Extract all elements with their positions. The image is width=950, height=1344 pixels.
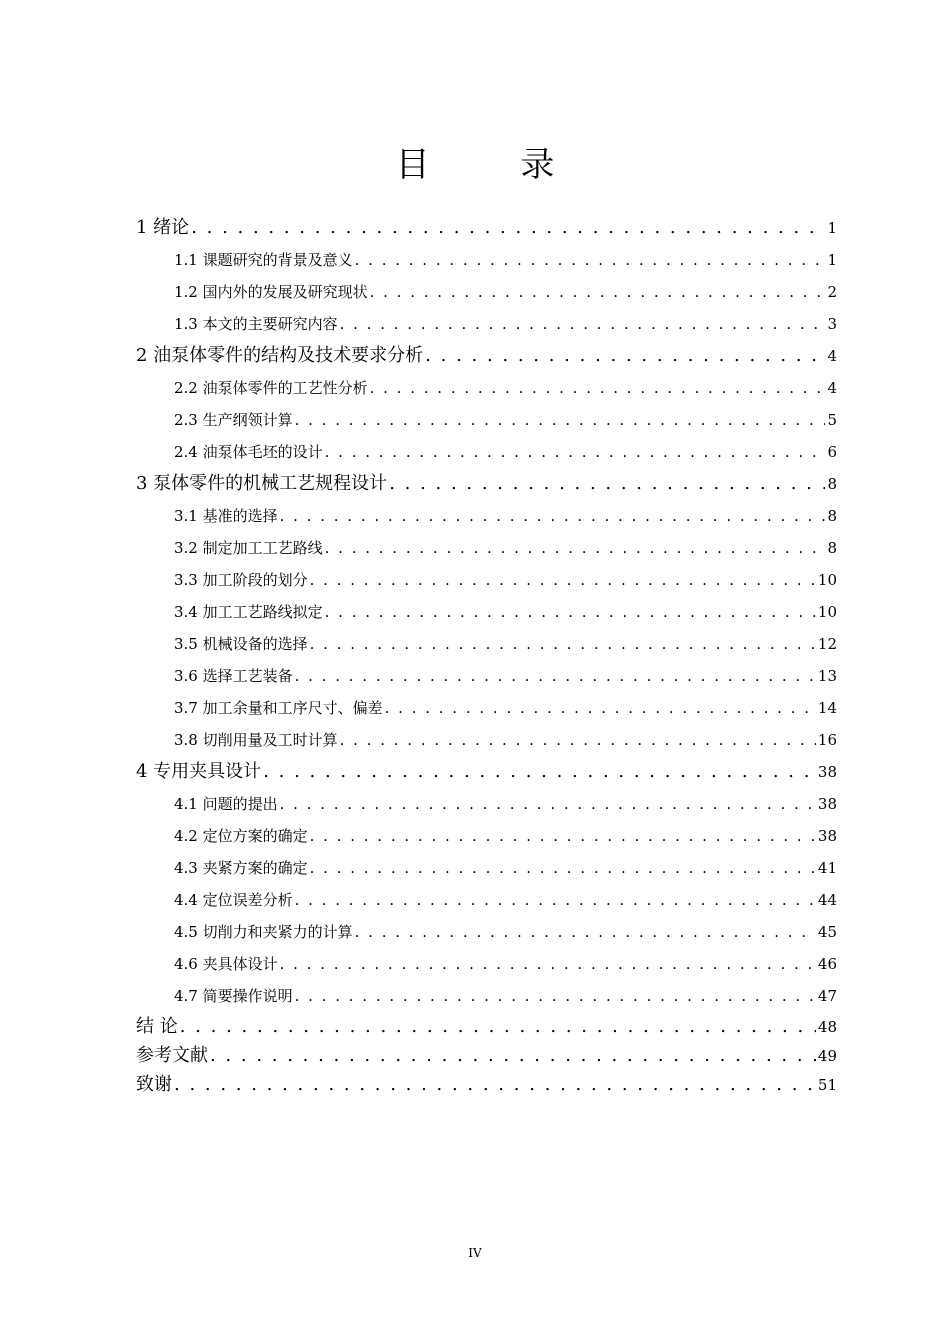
toc-leader-dots: [191, 212, 825, 244]
toc-entry-page: 8: [827, 475, 837, 493]
toc-entry-page: 8: [827, 507, 837, 525]
toc-entry-label: 1.2 国内外的发展及研究现状: [174, 283, 368, 301]
toc-entry[interactable]: [136, 980, 837, 1012]
toc-entry-label: 2.4 油泵体毛坯的设计: [174, 443, 323, 461]
toc-entry-label: 3.6 选择工艺装备: [174, 667, 293, 685]
toc-leader-dots: [174, 1070, 816, 1099]
toc-entry-page: 12: [817, 635, 837, 653]
toc-entry-label: 1 绪论: [136, 217, 190, 238]
toc-entry[interactable]: [136, 596, 837, 628]
toc-entry-page: 10: [817, 603, 837, 621]
toc-entry-label: 2 油泵体零件的结构及技术要求分析: [136, 345, 424, 366]
toc-entry-label: 4.3 夹紧方案的确定: [174, 859, 308, 877]
toc-entry-label: 3.8 切削用量及工时计算: [174, 731, 338, 749]
toc-entry-page: 13: [817, 667, 837, 685]
toc-leader-dots: [280, 788, 816, 820]
toc-entry-label: 4.2 定位方案的确定: [174, 827, 308, 845]
toc-entry-page: 5: [827, 411, 837, 429]
toc-entry-label: 3 泵体零件的机械工艺规程设计: [136, 473, 388, 494]
toc-entry[interactable]: [136, 1012, 837, 1041]
toc-leader-dots: [370, 372, 826, 404]
toc-leader-dots: [355, 916, 816, 948]
toc-entry[interactable]: [136, 852, 837, 884]
toc-leader-dots: [325, 596, 816, 628]
toc-entry-page: 38: [817, 827, 837, 845]
toc-entry-page: 46: [817, 955, 837, 973]
toc-entry-page: 10: [817, 571, 837, 589]
toc-leader-dots: [340, 724, 816, 756]
toc-leader-dots: [389, 468, 825, 500]
toc-entry-page: 38: [817, 763, 837, 781]
toc-leader-dots: [385, 692, 816, 724]
toc-entry-page: 8: [827, 539, 837, 557]
toc-entry[interactable]: [136, 916, 837, 948]
toc-entry-label: 参考文献: [136, 1045, 208, 1066]
toc-entry-label: 3.3 加工阶段的划分: [174, 571, 308, 589]
toc-entry[interactable]: [136, 404, 837, 436]
toc-entry-label: 2.2 油泵体零件的工艺性分析: [174, 379, 368, 397]
toc-entry[interactable]: [136, 820, 837, 852]
toc-leader-dots: [180, 1012, 816, 1041]
toc-entry-label: 1.3 本文的主要研究内容: [174, 315, 338, 333]
toc-leader-dots: [295, 884, 816, 916]
toc-entry[interactable]: [136, 308, 837, 340]
toc-entry[interactable]: [136, 372, 837, 404]
toc-entry-page: 2: [827, 283, 837, 301]
toc-leader-dots: [340, 308, 826, 340]
toc-entry[interactable]: [136, 276, 837, 308]
toc-leader-dots: [280, 948, 816, 980]
toc-entry-page: 38: [817, 795, 837, 813]
toc-entry[interactable]: [136, 628, 837, 660]
toc-entry[interactable]: [136, 788, 837, 820]
toc-entry-label: 4 专用夹具设计: [136, 761, 262, 782]
toc-entry-label: 4.7 简要操作说明: [174, 987, 293, 1005]
toc-entry-label: 3.4 加工工艺路线拟定: [174, 603, 323, 621]
table-of-contents: [136, 212, 837, 1099]
toc-entry-page: 49: [817, 1047, 837, 1065]
toc-leader-dots: [425, 340, 825, 372]
toc-entry-label: 1.1 课题研究的背景及意义: [174, 251, 353, 269]
toc-leader-dots: [263, 756, 816, 788]
toc-entry-label: 4.6 夹具体设计: [174, 955, 278, 973]
toc-entry-label: 3.2 制定加工工艺路线: [174, 539, 323, 557]
toc-leader-dots: [310, 820, 816, 852]
toc-entry-page: 3: [827, 315, 837, 333]
toc-entry-page: 45: [817, 923, 837, 941]
toc-entry-label: 3.1 基准的选择: [174, 507, 278, 525]
toc-entry[interactable]: [136, 724, 837, 756]
toc-entry[interactable]: [136, 756, 837, 788]
toc-entry[interactable]: [136, 692, 837, 724]
toc-entry-page: 51: [817, 1076, 837, 1094]
toc-entry[interactable]: [136, 436, 837, 468]
toc-entry-label: 致谢: [136, 1074, 172, 1095]
toc-entry[interactable]: [136, 500, 837, 532]
toc-entry[interactable]: [136, 532, 837, 564]
toc-entry-page: 6: [827, 443, 837, 461]
toc-leader-dots: [325, 532, 826, 564]
toc-leader-dots: [295, 660, 816, 692]
toc-entry[interactable]: [136, 884, 837, 916]
toc-entry-label: 3.5 机械设备的选择: [174, 635, 308, 653]
toc-leader-dots: [295, 404, 826, 436]
toc-entry-label: 4.4 定位误差分析: [174, 891, 293, 909]
toc-leader-dots: [280, 500, 826, 532]
toc-entry-page: 41: [817, 859, 837, 877]
toc-entry-page: 44: [817, 891, 837, 909]
toc-entry-label: 4.1 问题的提出: [174, 795, 278, 813]
toc-entry[interactable]: [136, 660, 837, 692]
toc-entry-page: 1: [827, 219, 837, 237]
toc-entry-label: 3.7 加工余量和工序尺寸、偏差: [174, 699, 383, 717]
toc-entry[interactable]: [136, 948, 837, 980]
toc-entry-label: 4.5 切削力和夹紧力的计算: [174, 923, 353, 941]
page-title: 目 录: [395, 145, 595, 185]
toc-entry[interactable]: [136, 212, 837, 244]
toc-entry-page: 16: [817, 731, 837, 749]
toc-entry-page: 14: [817, 699, 837, 717]
toc-leader-dots: [295, 980, 816, 1012]
page-number: IV: [468, 1246, 482, 1260]
toc-entry[interactable]: [136, 340, 837, 372]
toc-leader-dots: [310, 564, 816, 596]
toc-entry[interactable]: [136, 1041, 837, 1070]
toc-leader-dots: [355, 244, 826, 276]
toc-entry-page: 48: [817, 1018, 837, 1036]
toc-entry[interactable]: [136, 1070, 837, 1099]
toc-entry-page: 47: [817, 987, 837, 1005]
toc-entry-label: 2.3 生产纲领计算: [174, 411, 293, 429]
toc-entry[interactable]: [136, 564, 837, 596]
toc-leader-dots: [210, 1041, 816, 1070]
toc-leader-dots: [325, 436, 826, 468]
toc-entry-page: 1: [827, 251, 837, 269]
toc-entry-page: 4: [827, 379, 837, 397]
toc-leader-dots: [370, 276, 826, 308]
toc-entry-page: 4: [827, 347, 837, 365]
toc-entry-label: 结 论: [136, 1016, 178, 1037]
toc-entry[interactable]: [136, 468, 837, 500]
toc-entry[interactable]: [136, 244, 837, 276]
toc-leader-dots: [310, 852, 816, 884]
toc-leader-dots: [310, 628, 816, 660]
